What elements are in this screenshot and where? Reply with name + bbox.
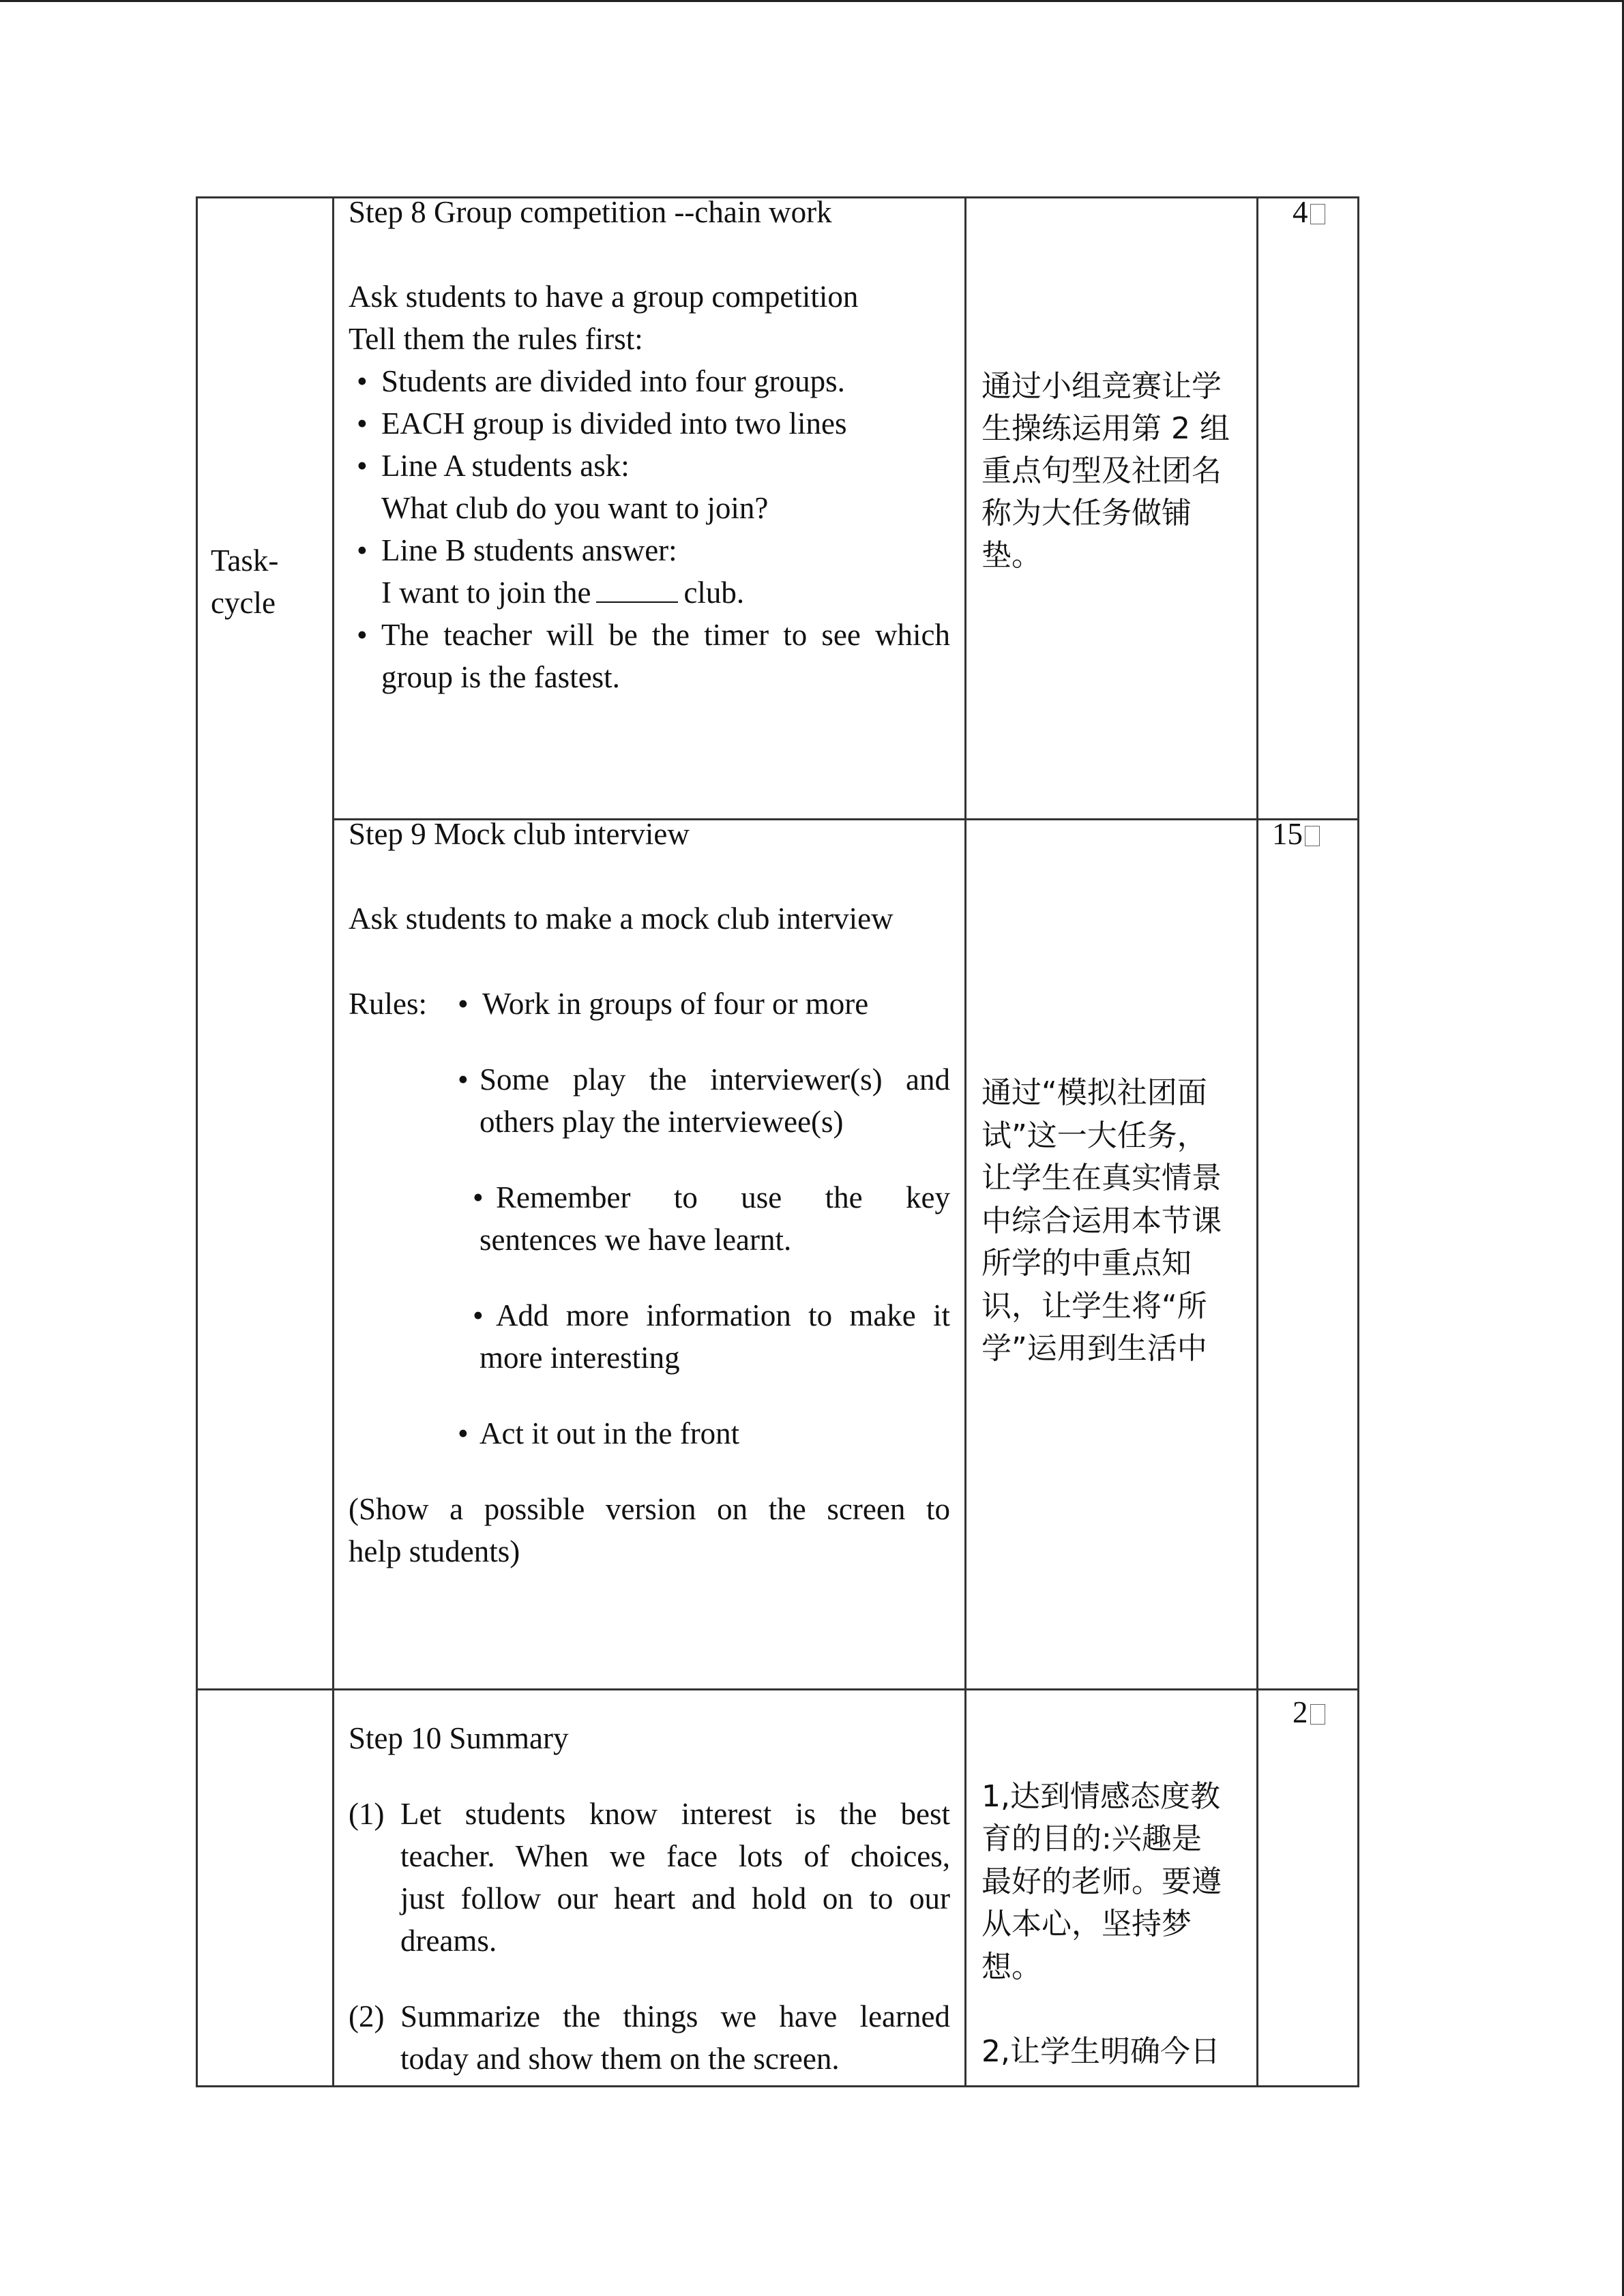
step10-item-number: (1) (349, 1797, 385, 1831)
step10-item-line: just follow our heart and hold on to our (400, 1881, 950, 1915)
column-divider (332, 196, 334, 2087)
missing-glyph-box (1310, 1704, 1325, 1725)
step10-purpose-line: 想。 (981, 1950, 1042, 1984)
step10-item-line: today and show them on the screen. (400, 2042, 840, 2076)
step10-item-line: Let students know interest is the best (400, 1797, 950, 1831)
step10-purpose-line: 从本心，坚持梦 (981, 1907, 1192, 1941)
stage-label-line2: cycle (211, 586, 276, 620)
missing-glyph-box (1305, 826, 1320, 846)
step9-purpose-line: 所学的中重点知 (981, 1246, 1192, 1281)
bullet-dot: • (357, 406, 368, 441)
step9-rule: more interesting (479, 1341, 680, 1375)
step9-purpose-line: 试”这一大任务， (981, 1118, 1207, 1153)
missing-glyph-box (1310, 204, 1325, 224)
step8-bullet: What club do you want to join? (381, 491, 769, 525)
step9-rules-label: Rules: (349, 987, 428, 1021)
step10-purpose-line: 1,达到情感态度教 (981, 1779, 1220, 1814)
step10-item-line: Summarize the things we have learned (400, 1999, 950, 2033)
step8-purpose-line: 称为大任务做铺 (981, 496, 1192, 531)
answer-blank (596, 581, 678, 603)
step8-purpose-line: 重点句型及社团名 (981, 453, 1222, 488)
step9-rule: Work in groups of four or more (482, 987, 869, 1021)
step8-bullet: The teacher will be the timer to see which (381, 618, 950, 652)
column-divider (964, 196, 966, 2087)
step9-note-line: help students) (349, 1534, 520, 1568)
bullet-dot: • (458, 1416, 469, 1450)
step8-bullet: Line B students answer: (381, 533, 677, 567)
step9-intro: Ask students to make a mock club interview (349, 901, 894, 936)
step9-purpose-line: 识，让学生将“所 (981, 1289, 1207, 1324)
step9-rule: Some play the interviewer(s) and (479, 1062, 950, 1097)
stage-label-line1: Task- (211, 543, 279, 578)
step9-purpose-line: 让学生在真实情景 (981, 1161, 1222, 1195)
row-divider (196, 1688, 1359, 1690)
step8-bullet-fill (381, 571, 744, 614)
step10-item-number: (2) (349, 1999, 385, 2033)
step9-rule: Add more information to make it (496, 1298, 950, 1332)
step8-title: Step 8 Group competition --chain work (349, 195, 832, 229)
step9-note-line: (Show a possible version on the screen to (349, 1492, 950, 1526)
page-top-border (0, 0, 1624, 2)
bullet-dot: • (357, 618, 368, 652)
step10-purpose-line: 2,让学生明确今日 (981, 2034, 1220, 2069)
step8-bullet: EACH group is divided into two lines (381, 406, 847, 441)
step8-bullet: group is the fastest. (381, 660, 620, 694)
bullet-dot: • (357, 364, 368, 398)
step9-time: 15 (1272, 813, 1320, 855)
bullet-dot: • (458, 1062, 469, 1097)
step9-title: Step 9 Mock club interview (349, 817, 690, 851)
step8-bullet: Students are divided into four groups. (381, 364, 845, 398)
step9-rule: others play the interviewee(s) (479, 1105, 844, 1139)
step9-purpose-line: 中综合运用本节课 (981, 1204, 1222, 1238)
step8-line: Tell them the rules first: (349, 322, 643, 356)
table-border-bottom (196, 2085, 1359, 2087)
step9-purpose-line: 学”运用到生活中 (981, 1331, 1207, 1366)
bullet-dot: • (473, 1180, 484, 1214)
bullet-dot: • (357, 533, 368, 567)
step10-purpose-line: 育的目的:兴趣是 (981, 1821, 1202, 1856)
bullet-dot: • (357, 449, 368, 483)
step8-bullet: club. (683, 576, 745, 610)
step10-purpose-line: 最好的老师。要遵 (981, 1864, 1222, 1899)
step8-purpose-line: 垫。 (981, 538, 1042, 573)
step8-purpose-line: 通过小组竞赛让学 (981, 369, 1222, 404)
step9-rule: sentences we have learnt. (479, 1223, 792, 1257)
step9-rule: Remember to use the key (496, 1180, 950, 1214)
step8-line: Ask students to have a group competition (349, 280, 859, 314)
step9-rule: Act it out in the front (479, 1416, 740, 1450)
lesson-plan-table (196, 196, 1359, 2087)
step10-time: 2 (1293, 1691, 1325, 1733)
step9-purpose-line: 通过“模拟社团面 (981, 1075, 1207, 1110)
bullet-dot: • (458, 987, 469, 1021)
step8-time: 4 (1293, 191, 1325, 233)
table-border-right (1357, 196, 1359, 2087)
step8-purpose-line: 生操练运用第 2 组 (981, 411, 1230, 446)
step8-bullet: I want to join the (381, 576, 591, 610)
step8-bullet: Line A students ask: (381, 449, 630, 483)
column-divider (1256, 196, 1258, 2087)
step10-item-line: dreams. (400, 1924, 497, 1958)
step10-title: Step 10 Summary (349, 1721, 569, 1755)
step10-item-line: teacher. When we face lots of choices, (400, 1839, 950, 1873)
table-border-left (196, 196, 198, 2087)
bullet-dot: • (473, 1298, 484, 1332)
